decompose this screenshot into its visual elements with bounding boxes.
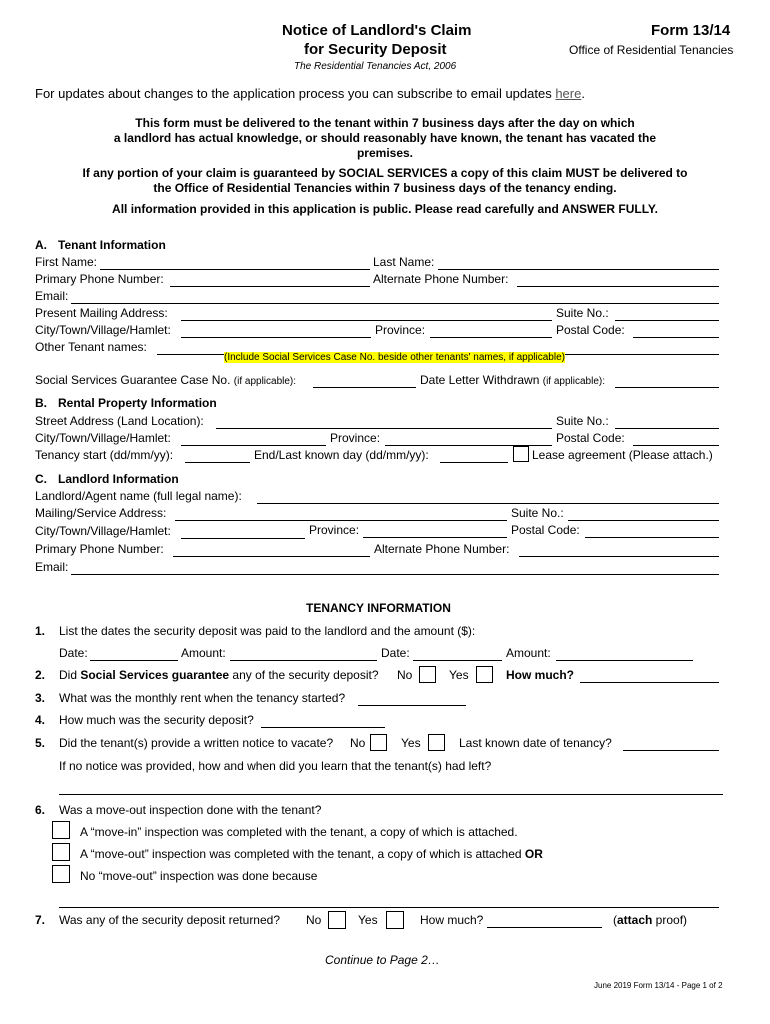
landlord-alt-phone-field[interactable] <box>519 556 719 557</box>
updates-link[interactable]: here <box>555 86 582 101</box>
mailing-address-label: Present Mailing Address: <box>35 306 168 320</box>
q5-text: Did the tenant(s) provide a written notice to vacate? <box>59 736 334 750</box>
updates-end: . <box>581 86 585 101</box>
q4-text: How much was the security deposit? <box>59 713 254 727</box>
q3-text: What was the monthly rent when the tenancy started? <box>59 691 346 705</box>
q4-number: 4. <box>35 713 46 727</box>
postal-field[interactable] <box>633 337 719 338</box>
office-name: Office of Residential Tenancies <box>569 43 734 57</box>
suite-field[interactable] <box>615 320 719 321</box>
landlord-postal-field[interactable] <box>585 537 719 538</box>
updates-line <box>35 86 585 101</box>
landlord-province-field[interactable] <box>363 537 507 538</box>
section-b-letter: B. <box>35 396 47 410</box>
landlord-city-field[interactable] <box>181 538 305 539</box>
last-name-field[interactable] <box>438 269 719 270</box>
property-city-label: City/Town/Village/Hamlet: <box>35 431 171 445</box>
email-label: Email: <box>35 289 69 303</box>
street-address-field[interactable] <box>216 428 552 429</box>
landlord-primary-phone-label: Primary Phone Number: <box>35 542 164 556</box>
deposit-amount2-label: Amount: <box>506 646 551 660</box>
tenancy-heading: TENANCY INFORMATION <box>306 601 451 615</box>
deposit-date2-label: Date: <box>381 646 410 660</box>
province-label: Province: <box>375 323 426 337</box>
landlord-suite-label: Suite No.: <box>511 506 564 520</box>
q7-number: 7. <box>35 913 46 927</box>
notice-p2-l1: If any portion of your claim is guaranteed by SOCIAL SERVICES a copy of this claim MUST be delivered to <box>82 166 688 180</box>
updates-text: For updates about changes to the application process you can subscribe to email updates <box>35 86 556 101</box>
q7-no-checkbox[interactable] <box>328 911 346 929</box>
date-withdrawn-field[interactable] <box>615 387 719 388</box>
deposit-amount1-label: Amount: <box>181 646 226 660</box>
last-name-label: Last Name: <box>373 255 435 269</box>
q5-note: If no notice was provided, how and when did you learn that the tenant(s) had left? <box>59 759 492 773</box>
province-field[interactable] <box>430 337 552 338</box>
landlord-postal-label: Postal Code: <box>511 523 580 537</box>
section-b-title: Rental Property Information <box>58 396 217 410</box>
deposit-amount1-field[interactable] <box>230 660 377 661</box>
section-a-letter: A. <box>35 238 47 252</box>
form-title-line1: Notice of Landlord's Claim <box>282 22 472 39</box>
q2-text: Did Social Services guarantee any of the security deposit? <box>59 668 379 682</box>
date-withdrawn-label: Date Letter Withdrawn (if applicable): <box>420 373 605 387</box>
deposit-date2-field[interactable] <box>413 660 502 661</box>
email-field[interactable] <box>71 303 719 304</box>
postal-label: Postal Code: <box>556 323 625 337</box>
landlord-email-field[interactable] <box>71 574 719 575</box>
city-label: City/Town/Village/Hamlet: <box>35 323 171 337</box>
property-suite-field[interactable] <box>615 428 719 429</box>
first-name-label: First Name: <box>35 255 98 269</box>
section-a-title: Tenant Information <box>58 238 166 252</box>
landlord-province-label: Province: <box>309 523 360 537</box>
q3-field[interactable] <box>358 705 466 706</box>
q7-text: Was any of the security deposit returned? <box>59 913 281 927</box>
alt-phone-field[interactable] <box>517 286 719 287</box>
landlord-mailing-label: Mailing/Service Address: <box>35 506 167 520</box>
landlord-city-label: City/Town/Village/Hamlet: <box>35 524 171 538</box>
q5-yes-label: Yes <box>401 736 421 750</box>
q2-number: 2. <box>35 668 46 682</box>
continue-note: Continue to Page 2… <box>325 953 440 967</box>
ss-case-label: Social Services Guarantee Case No. (if applicable): <box>35 373 297 387</box>
q5-yes-checkbox[interactable] <box>428 734 445 751</box>
q5-no-checkbox[interactable] <box>370 734 387 751</box>
q2-how-much-field[interactable] <box>580 682 719 683</box>
q7-no-label: No <box>306 913 322 927</box>
q2-how-much-label: How much? <box>506 668 574 682</box>
landlord-alt-phone-label: Alternate Phone Number: <box>374 542 510 556</box>
suite-label: Suite No.: <box>556 306 609 320</box>
q2-yes-checkbox[interactable] <box>476 666 493 683</box>
q6-option3-checkbox[interactable] <box>52 865 70 883</box>
alt-phone-label: Alternate Phone Number: <box>373 272 509 286</box>
q2-yes-label: Yes <box>449 668 469 682</box>
notice-p1-l2: a landlord has actual knowledge, or should reasonably have known, the tenant has vacated the <box>113 131 657 145</box>
tenancy-start-field[interactable] <box>185 462 250 463</box>
deposit-date1-field[interactable] <box>90 660 178 661</box>
notice-p2-l2: the Office of Residential Tenancies within 7 business days of the tenancy ending. <box>153 181 617 195</box>
landlord-name-label: Landlord/Agent name (full legal name): <box>35 489 242 503</box>
landlord-suite-field[interactable] <box>568 520 719 521</box>
deposit-date1-label: Date: <box>59 646 88 660</box>
primary-phone-field[interactable] <box>170 286 370 287</box>
other-tenants-note: (Include Social Services Case No. beside other tenants' names, if applicable) <box>224 352 565 363</box>
tenancy-end-label: End/Last known day (dd/mm/yy): <box>254 448 429 462</box>
q6-option3-label: No “move-out” inspection was done because <box>80 869 318 883</box>
q6-option1-label: A “move-in” inspection was completed with the tenant, a copy of which is attached. <box>80 825 518 839</box>
form-title-line2: for Security Deposit <box>304 41 447 58</box>
tenancy-end-field[interactable] <box>440 462 508 463</box>
q2-no-label: No <box>397 668 413 682</box>
landlord-primary-phone-field[interactable] <box>173 556 370 557</box>
q6-reason-field[interactable] <box>59 907 719 908</box>
property-city-field[interactable] <box>181 445 326 446</box>
deposit-amount2-field[interactable] <box>556 660 693 661</box>
property-suite-label: Suite No.: <box>556 414 609 428</box>
q6-option2-checkbox[interactable] <box>52 843 70 861</box>
landlord-name-field[interactable] <box>257 503 719 504</box>
q7-attach-note: (attach proof) <box>613 913 688 927</box>
q3-number: 3. <box>35 691 46 705</box>
q6-option1-checkbox[interactable] <box>52 821 70 839</box>
q5-no-label: No <box>350 736 366 750</box>
property-province-label: Province: <box>330 431 381 445</box>
other-tenants-label: Other Tenant names: <box>35 340 147 354</box>
q7-how-much-label: How much? <box>420 913 484 927</box>
q4-field[interactable] <box>261 727 385 728</box>
q2-no-checkbox[interactable] <box>419 666 436 683</box>
landlord-email-label: Email: <box>35 560 69 574</box>
q5-note-field[interactable] <box>59 794 723 795</box>
q6-number: 6. <box>35 803 46 817</box>
page-footer: June 2019 Form 13/14 - Page 1 of 2 <box>594 981 723 990</box>
form-number: Form 13/14 <box>651 22 731 39</box>
q5-number: 5. <box>35 736 46 750</box>
landlord-mailing-field[interactable] <box>175 520 507 521</box>
notice-p3: All information provided in this application is public. Please read carefully and ANSWER FULLY. <box>112 202 658 216</box>
first-name-field[interactable] <box>100 269 370 270</box>
mailing-address-field[interactable] <box>181 320 552 321</box>
notice-p1-l3: premises. <box>356 146 414 160</box>
q1-number: 1. <box>35 624 46 638</box>
lease-checkbox[interactable] <box>513 446 529 462</box>
primary-phone-label: Primary Phone Number: <box>35 272 164 286</box>
q5-last-known-label: Last known date of tenancy? <box>459 736 612 750</box>
street-address-label: Street Address (Land Location): <box>35 414 204 428</box>
act-name: The Residential Tenancies Act, 2006 <box>294 61 457 72</box>
section-c-title: Landlord Information <box>58 472 179 486</box>
q6-text: Was a move-out inspection done with the tenant? <box>59 803 322 817</box>
lease-label: Lease agreement (Please attach.) <box>532 448 713 462</box>
tenancy-start-label: Tenancy start (dd/mm/yy): <box>35 448 174 462</box>
q6-option2-label: A “move-out” inspection was completed with the tenant, a copy of which is attached OR <box>80 847 543 861</box>
q7-yes-label: Yes <box>358 913 378 927</box>
q5-last-known-field[interactable] <box>623 750 719 751</box>
city-field[interactable] <box>181 337 371 338</box>
section-c-letter: C. <box>35 472 47 486</box>
q1-text: List the dates the security deposit was paid to the landlord and the amount ($): <box>59 624 476 638</box>
property-postal-label: Postal Code: <box>556 431 625 445</box>
property-postal-field[interactable] <box>633 445 719 446</box>
q7-yes-checkbox[interactable] <box>386 911 404 929</box>
q7-how-much-field[interactable] <box>487 927 602 928</box>
ss-case-field[interactable] <box>313 387 416 388</box>
notice-p1-l1: This form must be delivered to the tenant within 7 business days after the day on which <box>135 116 635 130</box>
